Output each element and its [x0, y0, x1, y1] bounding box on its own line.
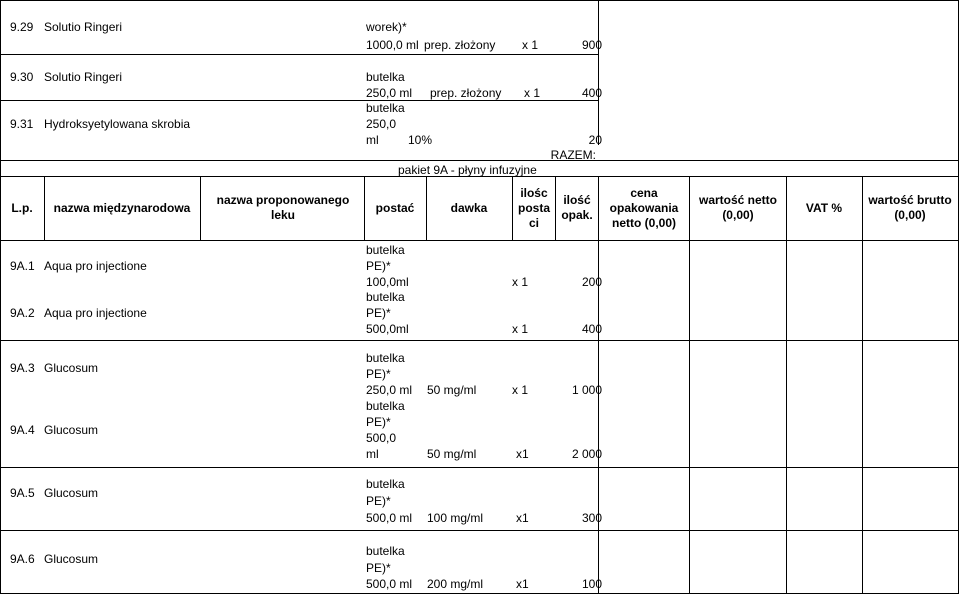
row-form-line: 500,0ml: [366, 322, 409, 336]
summary-label: RAZEM:: [550, 148, 596, 162]
row-name: Aqua pro injectione: [44, 259, 147, 273]
row-form-line: 250,0 ml: [366, 86, 413, 100]
header-proposed-name: nazwa proponowanego leku: [216, 193, 350, 222]
column-divider: [786, 240, 787, 594]
row-dose: prep. złożony: [424, 38, 496, 52]
row-divider: [0, 340, 959, 341]
row-form-line: butelka: [366, 70, 405, 84]
row-form-line: PE)*: [366, 415, 391, 429]
row-form-line: butelka: [366, 544, 405, 558]
row-number: 9A.6: [10, 552, 35, 566]
row-form-line: PE)*: [366, 259, 391, 273]
row-form-line: butelka: [366, 290, 405, 304]
row-name: Solutio Ringeri: [44, 70, 123, 84]
row-number: 9A.3: [10, 361, 35, 375]
row-form-line: ml: [366, 133, 379, 147]
row-form-line: butelka: [366, 399, 405, 413]
column-divider: [512, 176, 513, 240]
row-qty: x 1: [512, 383, 529, 397]
row-name: Glucosum: [44, 361, 99, 375]
header-price: cena opakowania netto (0,00): [609, 185, 679, 230]
header-qty-pack: ilość opak.: [561, 193, 593, 222]
header-qty-form: ilośc posta ci: [517, 185, 550, 230]
column-divider: [689, 240, 690, 594]
row-form-line: PE)*: [366, 306, 391, 320]
row-number: 9.30: [10, 70, 34, 84]
row-qty: x1: [516, 577, 529, 591]
row-number: 9A.4: [10, 423, 35, 437]
column-divider: [200, 176, 201, 240]
row-name: Glucosum: [44, 552, 99, 566]
row-form-line: butelka: [366, 243, 405, 257]
row-amount: 2 000: [571, 447, 602, 461]
row-amount: 400: [581, 86, 602, 100]
row-amount: 900: [581, 38, 602, 52]
row-name: Solutio Ringeri: [44, 20, 123, 34]
table-border-left: [0, 0, 1, 594]
column-divider: [598, 0, 599, 145]
row-form-line: 250,0: [366, 117, 397, 131]
row-name: Glucosum: [44, 423, 99, 437]
header-lp: L.p.: [11, 200, 33, 215]
row-form-line: butelka: [366, 477, 405, 491]
row-dose: prep. złożony: [430, 86, 502, 100]
row-amount: 100: [581, 577, 602, 591]
row-form-line: butelka: [366, 351, 405, 365]
package-title: pakiet 9A - płyny infuzyjne: [398, 163, 537, 177]
row-form-line: butelka: [366, 101, 405, 115]
row-qty: x1: [516, 511, 529, 525]
column-divider: [862, 240, 863, 594]
row-dose: 100 mg/ml: [427, 511, 484, 525]
row-form-line: 500,0: [366, 431, 397, 445]
row-form-line: 250,0 ml: [366, 383, 413, 397]
row-dose: 50 mg/ml: [427, 383, 477, 397]
row-number: 9A.2: [10, 306, 35, 320]
table-border-top: [0, 0, 959, 1]
row-number: 9.31: [10, 117, 34, 131]
row-divider: [0, 100, 598, 101]
row-qty: x1: [516, 447, 529, 461]
row-qty: x 1: [512, 275, 529, 289]
row-amount: 20: [588, 133, 602, 147]
row-number: 9.29: [10, 20, 34, 34]
row-divider: [0, 467, 959, 468]
row-name: Aqua pro injectione: [44, 306, 147, 320]
row-amount: 200: [581, 275, 602, 289]
row-amount: 400: [581, 322, 602, 336]
row-qty: x 1: [524, 86, 541, 100]
header-gross-value: wartość brutto (0,00): [868, 193, 952, 222]
header-international-name: nazwa międzynarodowa: [53, 200, 191, 215]
row-qty: x 1: [522, 38, 539, 52]
row-form-line: PE)*: [366, 561, 391, 575]
row-number: 9A.5: [10, 486, 35, 500]
row-dose: 200 mg/ml: [427, 577, 484, 591]
row-dose: 10%: [408, 133, 433, 147]
header-net-value: wartość netto (0,00): [698, 193, 777, 222]
row-qty: x 1: [512, 322, 529, 336]
header-form: postać: [375, 200, 415, 215]
header-vat: VAT %: [805, 200, 843, 215]
header-dose: dawka: [450, 200, 488, 215]
column-divider: [598, 176, 599, 240]
row-form-line: ml: [366, 447, 379, 461]
row-number: 9A.1: [10, 259, 35, 273]
row-dose: 50 mg/ml: [427, 447, 477, 461]
row-form-line: PE)*: [366, 367, 391, 381]
row-form-line: 500,0 ml: [366, 511, 413, 525]
table-border-bottom: [0, 593, 959, 594]
row-amount: 1 000: [571, 383, 602, 397]
row-name: Hydroksyetylowana skrobia: [44, 117, 191, 131]
row-divider: [0, 54, 598, 55]
row-divider: [0, 530, 959, 531]
row-form-line: 100,0ml: [366, 275, 409, 289]
section-divider: [0, 160, 959, 161]
row-form-line: worek)*: [366, 20, 407, 34]
row-form-line: PE)*: [366, 494, 391, 508]
column-divider: [555, 176, 556, 240]
column-divider: [598, 240, 599, 594]
row-form-line: 500,0 ml: [366, 577, 413, 591]
row-amount: 300: [581, 511, 602, 525]
row-name: Glucosum: [44, 486, 99, 500]
header-bottom-line: [0, 240, 959, 241]
row-form-line: 1000,0 ml: [366, 38, 419, 52]
